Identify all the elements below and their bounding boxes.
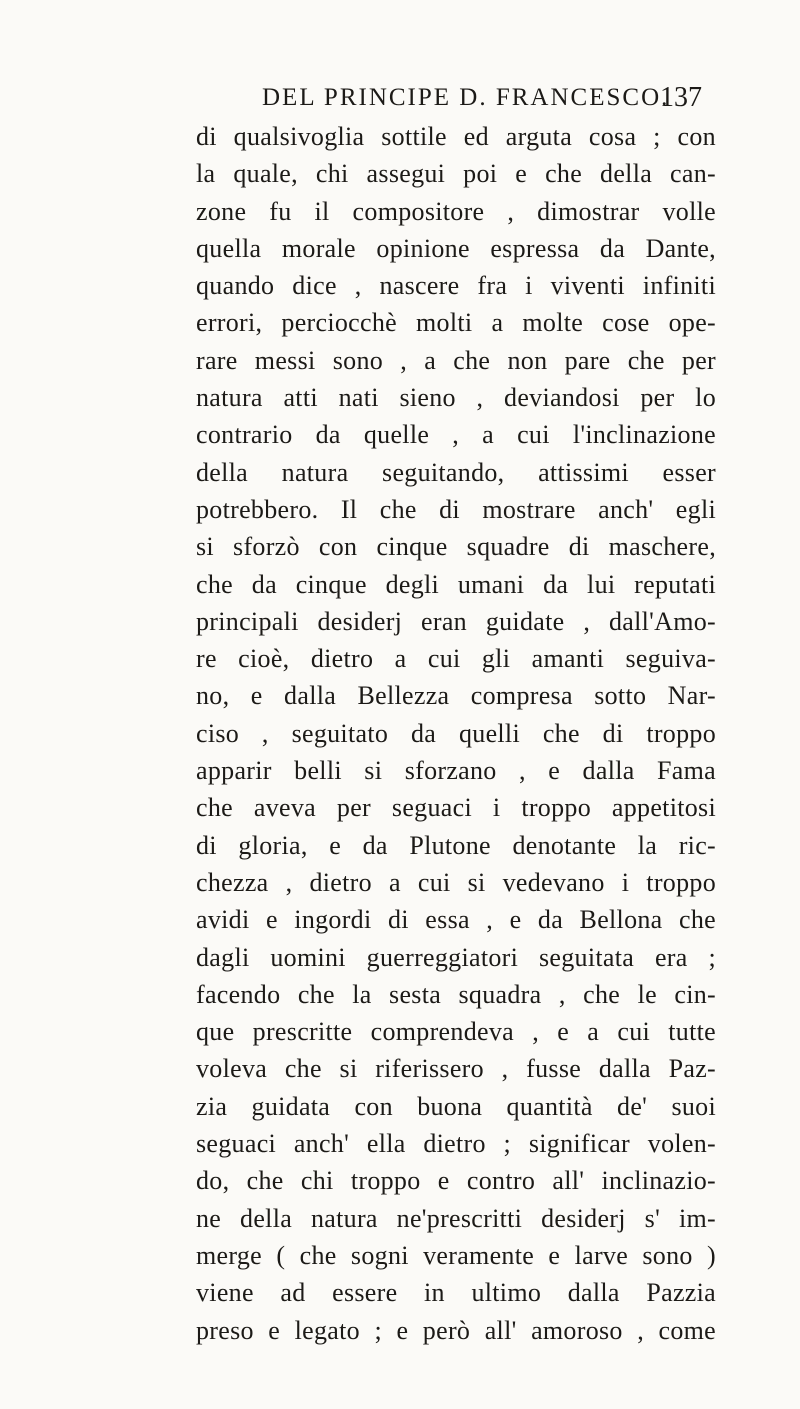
text-line: quella morale opinione espressa da Dante,	[196, 233, 716, 263]
text-line: della natura seguitando, attissimi esser	[196, 457, 716, 487]
text-line: re cioè, dietro a cui gli amanti seguiva-	[196, 644, 716, 674]
text-line: dagli uomini guerreggiatori seguitata era ;	[196, 942, 716, 972]
text-line: di qualsivoglia sottile ed arguta cosa ; con	[196, 122, 716, 151]
text-line: potrebbero. Il che di mostrare anch' egli	[196, 494, 716, 524]
text-line: quando dice , nascere fra i viventi infiniti	[196, 271, 716, 301]
text-line: apparir belli si sforzano , e dalla Fama	[196, 756, 716, 786]
text-line: che da cinque degli umani da lui reputati	[196, 569, 716, 599]
text-line: voleva che si riferissero , fusse dalla Paz-	[196, 1054, 716, 1084]
text-line: zone fu il compositore , dimostrar volle	[196, 196, 716, 226]
page-header	[262, 84, 702, 118]
text-line: ciso , seguitato da quelli che di troppo	[196, 718, 716, 748]
text-line: merge ( che sogni veramente e larve sono )	[196, 1240, 716, 1270]
text-line: principali desiderj eran guidate , dall'Amo-	[196, 606, 716, 636]
text-line: seguaci anch' ella dietro ; significar volen-	[196, 1129, 716, 1159]
text-line: che aveva per seguaci i troppo appetitosi	[196, 793, 716, 823]
text-line: contrario da quelle , a cui l'inclinazione	[196, 420, 716, 450]
text-line: rare messi sono , a che non pare che per	[196, 345, 716, 375]
text-line: di gloria, e da Plutone denotante la ric-	[196, 830, 716, 860]
text-line: no, e dalla Bellezza compresa sotto Nar-	[196, 681, 716, 711]
text-line: ne della natura ne'prescritti desiderj s' im-	[196, 1203, 716, 1233]
text-line: preso e legato ; e però all' amoroso , come	[196, 1315, 716, 1345]
text-line: que prescritte comprendeva , e a cui tutte	[196, 1017, 716, 1047]
text-line: errori, perciocchè molti a molte cose ope-	[196, 308, 716, 338]
text-line: la quale, chi assegui poi e che della can-	[196, 159, 716, 189]
text-line: chezza , dietro a cui si vedevano i troppo	[196, 867, 716, 897]
text-line: do, che chi troppo e contro all' inclinazio-	[196, 1166, 716, 1196]
text-line: zia guidata con buona quantità de' suoi	[196, 1091, 716, 1121]
text-line: facendo che la sesta squadra , che le cin-	[196, 979, 716, 1009]
page-number: 137	[660, 82, 702, 113]
text-line: viene ad essere in ultimo dalla Pazzia	[196, 1278, 716, 1308]
text-line: si sforzò con cinque squadre di maschere,	[196, 532, 716, 562]
text-line: avidi e ingordi di essa , e da Bellona che	[196, 905, 716, 935]
text-line: natura atti nati sieno , deviandosi per lo	[196, 383, 716, 413]
body-text	[196, 118, 716, 1349]
running-head: DEL PRINCIPE D. FRANCESCO.	[262, 84, 670, 111]
